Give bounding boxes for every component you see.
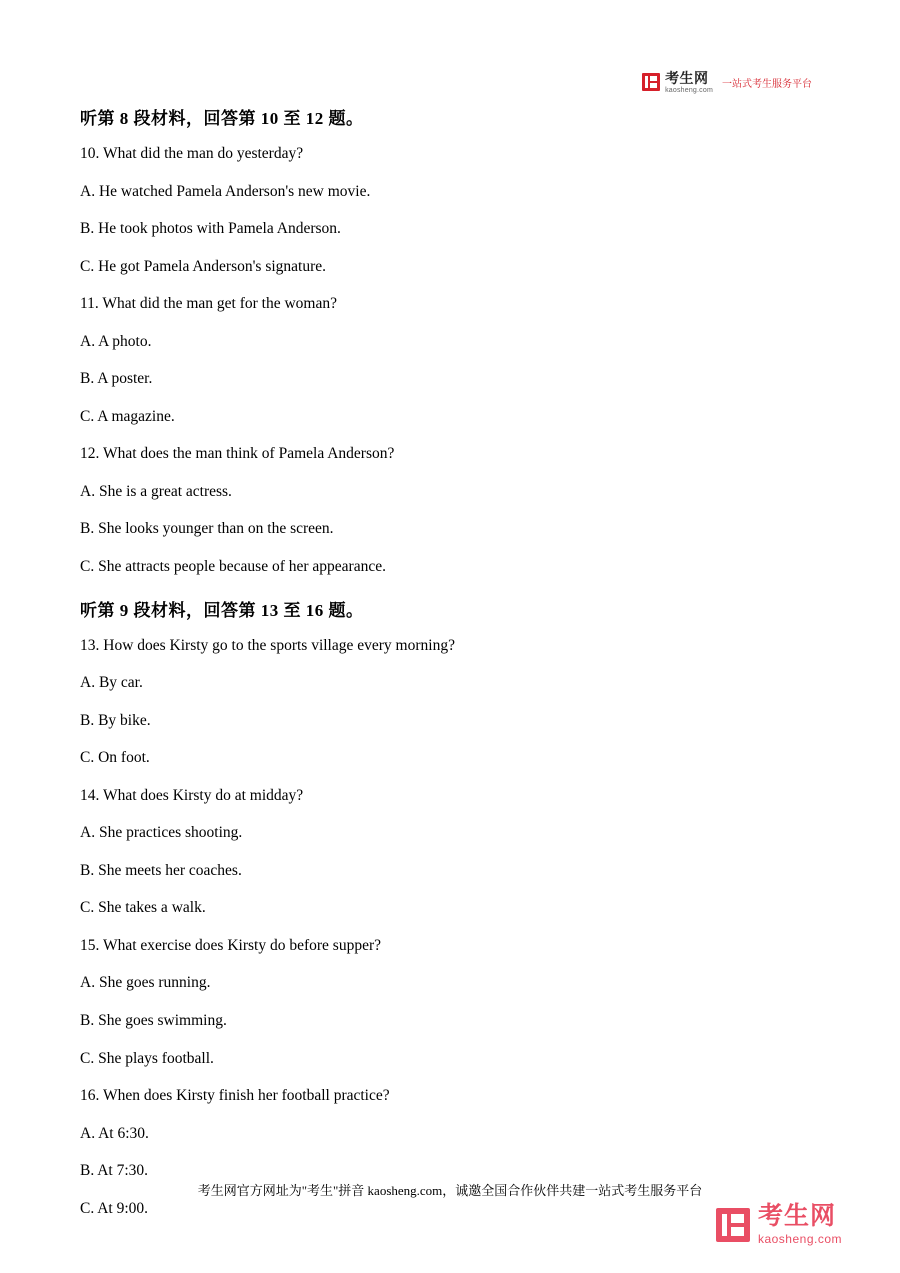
watermark-title-cn: 考生网 <box>757 1202 836 1230</box>
question-13-option-c: C. On foot. <box>80 749 150 767</box>
logo-title-cn: 考生网 <box>665 69 709 86</box>
question-stem-10: 10. What did the man do yesterday? <box>80 145 304 162</box>
question-stem-13: 13. How does Kirsty go to the sports village every morning? <box>80 636 455 654</box>
question-11-option-a: A. A photo. <box>80 332 152 350</box>
question-16-option-a: A. At 6:30. <box>80 1124 149 1142</box>
question-13-option-b: B. By bike. <box>80 711 151 729</box>
logo-slogan: 一站式考生服务平台 <box>722 78 812 90</box>
logo-title-en: kaosheng.com <box>665 86 713 94</box>
kaosheng-logo-icon <box>642 73 660 91</box>
question-12-option-b: B. She looks younger than on the screen. <box>80 520 334 538</box>
question-15-option-a: A. She goes running. <box>80 974 211 992</box>
kaosheng-watermark-icon <box>716 1208 750 1242</box>
question-13-option-a: A. By car. <box>80 674 143 692</box>
watermark-text <box>758 1204 842 1245</box>
question-10-option-b: B. He took photos with Pamela Anderson. <box>80 220 341 238</box>
question-15-option-b: B. She goes swimming. <box>80 1012 227 1030</box>
footer-watermark <box>716 1204 842 1245</box>
question-10-option-c: C. He got Pamela Anderson's signature. <box>80 257 327 275</box>
question-15-option-c: C. She plays football. <box>80 1049 214 1067</box>
question-stem-14: 14. What does Kirsty do at midday? <box>80 786 304 804</box>
question-stem-11: 11. What did the man get for the woman? <box>80 295 337 313</box>
question-11-option-c: C. A magazine. <box>80 407 175 425</box>
question-14-option-c: C. She takes a walk. <box>80 899 206 917</box>
question-16-option-c: C. At 9:00. <box>80 1199 149 1217</box>
question-14-option-b: B. She meets her coaches. <box>80 861 242 879</box>
question-stem-16: 16. When does Kirsty finish her football practice? <box>80 1087 390 1105</box>
logo-text <box>665 71 713 94</box>
footer-note: 考生网官方网址为"考生"拼音 kaosheng.com，诚邀全国合作伙伴共建一站式考生服务平台 <box>197 1183 703 1198</box>
question-12-option-a: A. She is a great actress. <box>80 482 232 500</box>
section-heading-8: 听第 8 段材料，回答第 10 至 12 题。 <box>80 109 364 128</box>
question-stem-15: 15. What exercise does Kirsty do before supper? <box>80 936 382 954</box>
document-content <box>80 104 820 1237</box>
question-10-option-a: A. He watched Pamela Anderson's new movie. <box>80 182 371 200</box>
question-stem-12: 12. What does the man think of Pamela Anderson? <box>80 445 395 463</box>
watermark-title-en: kaosheng.com <box>757 1232 842 1246</box>
question-12-option-c: C. She attracts people because of her appearance. <box>80 558 386 576</box>
question-14-option-a: A. She practices shooting. <box>80 824 243 842</box>
section-heading-9: 听第 9 段材料，回答第 13 至 16 题。 <box>80 600 364 620</box>
question-11-option-b: B. A poster. <box>80 370 153 388</box>
header-logo <box>642 70 812 94</box>
question-16-option-b: B. At 7:30. <box>80 1162 149 1180</box>
